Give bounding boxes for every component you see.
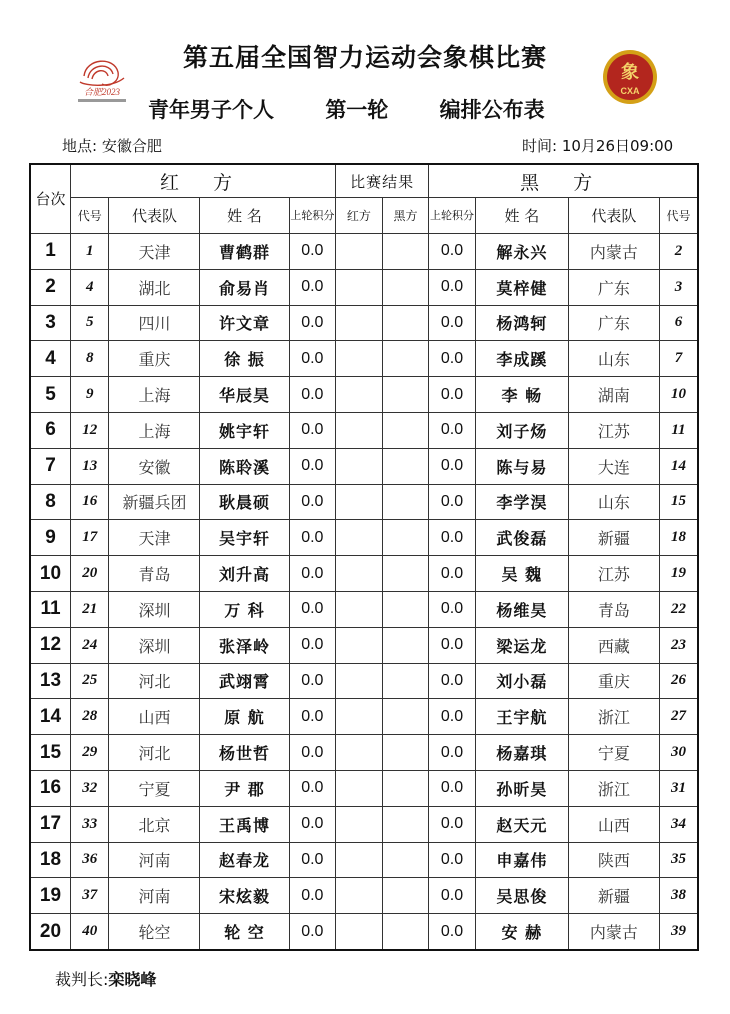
black-code: 6 [659,305,698,341]
black-prev-score: 0.0 [429,305,476,341]
red-player-name: 刘升高 [200,556,289,592]
black-player-name: 吴思俊 [475,878,568,914]
black-team: 宁夏 [568,735,659,771]
red-player-name: 万 科 [200,591,289,627]
black-prev-score: 0.0 [429,341,476,377]
black-team: 山东 [568,341,659,377]
black-player-name: 王宇航 [475,699,568,735]
table-row [30,448,698,484]
board-number: 9 [30,520,70,556]
black-player-name: 陈与易 [475,448,568,484]
black-code: 31 [659,770,698,806]
header-red-team: 代表队 [109,198,200,234]
red-code: 21 [70,591,108,627]
red-team: 天津 [109,520,200,556]
black-result-cell [382,806,429,842]
black-prev-score: 0.0 [429,914,476,950]
red-team: 新疆兵团 [109,484,200,520]
pairing-table [29,163,699,951]
board-number: 12 [30,627,70,663]
black-prev-score: 0.0 [429,842,476,878]
black-result-cell [382,627,429,663]
red-code: 25 [70,663,108,699]
red-code: 29 [70,735,108,771]
red-prev-score: 0.0 [289,377,336,413]
red-prev-score: 0.0 [289,806,336,842]
page-title: 第五届全国智力运动会象棋比赛 [182,43,547,72]
black-team: 山东 [568,484,659,520]
table-row [30,914,698,950]
red-team: 深圳 [109,627,200,663]
red-code: 17 [70,520,108,556]
header-black-prev-score: 上轮积分 [429,198,476,234]
red-team: 宁夏 [109,770,200,806]
black-code: 34 [659,806,698,842]
red-team: 轮空 [109,914,200,950]
black-player-name: 杨鸿轲 [475,305,568,341]
black-code: 30 [659,735,698,771]
board-number: 16 [30,770,70,806]
red-player-name: 武翊霄 [200,663,289,699]
red-prev-score: 0.0 [289,484,336,520]
red-team: 河北 [109,663,200,699]
header-red-result: 红方 [336,198,383,234]
board-number: 10 [30,556,70,592]
board-number: 3 [30,305,70,341]
black-team: 广东 [568,269,659,305]
red-team: 湖北 [109,269,200,305]
red-prev-score: 0.0 [289,735,336,771]
black-player-name: 李 畅 [475,377,568,413]
black-player-name: 安 赫 [475,914,568,950]
red-code: 13 [70,448,108,484]
table-row [30,377,698,413]
red-result-cell [336,412,383,448]
black-team: 江苏 [568,412,659,448]
black-team: 内蒙古 [568,234,659,270]
black-prev-score: 0.0 [429,735,476,771]
page-subtitle [148,94,545,124]
table-row [30,591,698,627]
red-team: 四川 [109,305,200,341]
black-code: 27 [659,699,698,735]
black-team: 重庆 [568,663,659,699]
red-team: 河北 [109,735,200,771]
black-team: 大连 [568,448,659,484]
table-row [30,842,698,878]
black-result-cell [382,591,429,627]
black-result-cell [382,735,429,771]
black-result-cell [382,412,429,448]
black-code: 3 [659,269,698,305]
black-team: 陕西 [568,842,659,878]
board-number: 19 [30,878,70,914]
red-code: 1 [70,234,108,270]
red-result-cell [336,878,383,914]
red-prev-score: 0.0 [289,412,336,448]
black-code: 39 [659,914,698,950]
black-team: 新疆 [568,878,659,914]
red-code: 16 [70,484,108,520]
chief-referee [55,967,156,990]
subtitle-group: 青年男子个人 [148,98,274,122]
header-black-name: 姓 名 [475,198,568,234]
board-number: 14 [30,699,70,735]
black-prev-score: 0.0 [429,878,476,914]
black-code: 23 [659,627,698,663]
red-team: 青岛 [109,556,200,592]
red-code: 12 [70,412,108,448]
black-team: 西藏 [568,627,659,663]
black-code: 7 [659,341,698,377]
svg-text:CXA: CXA [620,86,640,96]
red-team: 深圳 [109,591,200,627]
black-team: 江苏 [568,556,659,592]
table-row [30,663,698,699]
table-row [30,770,698,806]
table-row [30,412,698,448]
black-result-cell [382,448,429,484]
black-player-name: 杨维昊 [475,591,568,627]
red-result-cell [336,627,383,663]
red-code: 36 [70,842,108,878]
black-team: 浙江 [568,770,659,806]
red-prev-score: 0.0 [289,627,336,663]
red-result-cell [336,663,383,699]
black-prev-score: 0.0 [429,556,476,592]
red-result-cell [336,269,383,305]
header-black-side: 黑 方 [429,164,698,198]
black-code: 19 [659,556,698,592]
black-result-cell [382,842,429,878]
black-result-cell [382,341,429,377]
red-prev-score: 0.0 [289,269,336,305]
black-code: 18 [659,520,698,556]
black-team: 浙江 [568,699,659,735]
red-player-name: 姚宇轩 [200,412,289,448]
red-prev-score: 0.0 [289,556,336,592]
red-player-name: 赵春龙 [200,842,289,878]
black-player-name: 武俊磊 [475,520,568,556]
black-prev-score: 0.0 [429,377,476,413]
black-team: 青岛 [568,591,659,627]
table-row [30,520,698,556]
black-player-name: 吴 魏 [475,556,568,592]
red-player-name: 许文章 [200,305,289,341]
red-code: 37 [70,878,108,914]
black-prev-score: 0.0 [429,269,476,305]
red-code: 8 [70,341,108,377]
black-prev-score: 0.0 [429,663,476,699]
board-number: 5 [30,377,70,413]
red-team: 上海 [109,412,200,448]
red-player-name: 宋炫毅 [200,878,289,914]
black-player-name: 李成蹊 [475,341,568,377]
black-prev-score: 0.0 [429,699,476,735]
black-team: 新疆 [568,520,659,556]
chief-referee-name: 栾晓峰 [108,970,157,989]
black-result-cell [382,234,429,270]
black-player-name: 刘子炀 [475,412,568,448]
black-code: 22 [659,591,698,627]
table-row [30,269,698,305]
red-result-cell [336,914,383,950]
red-player-name: 华辰昊 [200,377,289,413]
black-team: 山西 [568,806,659,842]
black-code: 14 [659,448,698,484]
red-player-name: 尹 郡 [200,770,289,806]
red-player-name: 王禹博 [200,806,289,842]
time-label: 时间: 10月26日09:00 [522,137,674,155]
red-result-cell [336,234,383,270]
red-prev-score: 0.0 [289,914,336,950]
red-result-cell [336,520,383,556]
red-result-cell [336,591,383,627]
red-code: 5 [70,305,108,341]
black-prev-score: 0.0 [429,627,476,663]
red-result-cell [336,806,383,842]
red-player-name: 陈聆溪 [200,448,289,484]
red-result-cell [336,735,383,771]
red-team: 山西 [109,699,200,735]
table-row [30,234,698,270]
black-prev-score: 0.0 [429,448,476,484]
table-row [30,305,698,341]
table-row [30,484,698,520]
black-result-cell [382,520,429,556]
red-player-name: 俞易肖 [200,269,289,305]
header-black-code: 代号 [659,198,698,234]
red-code: 20 [70,556,108,592]
header-red-side: 红 方 [70,164,335,198]
red-code: 40 [70,914,108,950]
red-prev-score: 0.0 [289,842,336,878]
black-prev-score: 0.0 [429,770,476,806]
chief-referee-label: 裁判长: [55,970,109,989]
black-team: 广东 [568,305,659,341]
svg-text:合肥2023: 合肥2023 [83,87,121,97]
header-board: 台次 [30,164,70,234]
black-prev-score: 0.0 [429,520,476,556]
board-number: 1 [30,234,70,270]
red-result-cell [336,484,383,520]
red-code: 32 [70,770,108,806]
board-number: 11 [30,591,70,627]
header-black-result: 黑方 [382,198,429,234]
header-result: 比赛结果 [336,164,429,198]
red-prev-score: 0.0 [289,699,336,735]
red-player-name: 原 航 [200,699,289,735]
black-result-cell [382,484,429,520]
red-result-cell [336,842,383,878]
red-prev-score: 0.0 [289,520,336,556]
black-player-name: 梁运龙 [475,627,568,663]
header-red-code: 代号 [70,198,108,234]
red-prev-score: 0.0 [289,305,336,341]
board-number: 7 [30,448,70,484]
black-prev-score: 0.0 [429,234,476,270]
table-row [30,556,698,592]
red-team: 上海 [109,377,200,413]
red-player-name: 曹鹤群 [200,234,289,270]
black-result-cell [382,556,429,592]
black-player-name: 莫梓健 [475,269,568,305]
board-number: 13 [30,663,70,699]
black-result-cell [382,699,429,735]
red-code: 24 [70,627,108,663]
board-number: 4 [30,341,70,377]
red-result-cell [336,377,383,413]
board-number: 18 [30,842,70,878]
black-result-cell [382,377,429,413]
header-red-prev-score: 上轮积分 [289,198,336,234]
subtitle-doc: 编排公布表 [439,98,545,122]
red-team: 北京 [109,806,200,842]
red-code: 33 [70,806,108,842]
table-row [30,878,698,914]
black-result-cell [382,770,429,806]
red-team: 重庆 [109,341,200,377]
black-code: 11 [659,412,698,448]
board-number: 8 [30,484,70,520]
board-number: 6 [30,412,70,448]
red-result-cell [336,448,383,484]
black-team: 内蒙古 [568,914,659,950]
black-code: 15 [659,484,698,520]
black-code: 2 [659,234,698,270]
black-result-cell [382,663,429,699]
header-red-name: 姓 名 [200,198,289,234]
board-number: 2 [30,269,70,305]
red-player-name: 徐 振 [200,341,289,377]
red-player-name: 吴宇轩 [200,520,289,556]
table-row [30,735,698,771]
red-team: 河南 [109,842,200,878]
subtitle-round: 第一轮 [325,98,389,122]
red-code: 9 [70,377,108,413]
board-number: 17 [30,806,70,842]
black-player-name: 刘小磊 [475,663,568,699]
header-black-team: 代表队 [568,198,659,234]
black-code: 38 [659,878,698,914]
red-team: 河南 [109,878,200,914]
red-result-cell [336,556,383,592]
red-prev-score: 0.0 [289,591,336,627]
black-prev-score: 0.0 [429,412,476,448]
red-prev-score: 0.0 [289,234,336,270]
black-code: 10 [659,377,698,413]
board-number: 15 [30,735,70,771]
black-result-cell [382,878,429,914]
red-result-cell [336,699,383,735]
black-prev-score: 0.0 [429,484,476,520]
board-number: 20 [30,914,70,950]
red-result-cell [336,770,383,806]
red-prev-score: 0.0 [289,341,336,377]
red-player-name: 耿晨硕 [200,484,289,520]
black-player-name: 杨嘉琪 [475,735,568,771]
red-player-name: 轮 空 [200,914,289,950]
red-code: 4 [70,269,108,305]
red-team: 天津 [109,234,200,270]
red-prev-score: 0.0 [289,663,336,699]
black-prev-score: 0.0 [429,806,476,842]
black-player-name: 赵天元 [475,806,568,842]
red-prev-score: 0.0 [289,448,336,484]
red-result-cell [336,341,383,377]
black-team: 湖南 [568,377,659,413]
red-prev-score: 0.0 [289,878,336,914]
table-row [30,806,698,842]
black-player-name: 孙昕昊 [475,770,568,806]
black-code: 35 [659,842,698,878]
table-row [30,699,698,735]
black-result-cell [382,914,429,950]
red-player-name: 张泽岭 [200,627,289,663]
black-player-name: 李学淏 [475,484,568,520]
venue-label: 地点: 安徽合肥 [62,137,162,155]
red-prev-score: 0.0 [289,770,336,806]
black-result-cell [382,269,429,305]
table-row [30,627,698,663]
black-player-name: 解永兴 [475,234,568,270]
black-prev-score: 0.0 [429,591,476,627]
red-player-name: 杨世哲 [200,735,289,771]
red-code: 28 [70,699,108,735]
black-player-name: 申嘉伟 [475,842,568,878]
black-code: 26 [659,663,698,699]
red-result-cell [336,305,383,341]
red-team: 安徽 [109,448,200,484]
table-row [30,341,698,377]
black-result-cell [382,305,429,341]
svg-text:象: 象 [621,62,639,83]
